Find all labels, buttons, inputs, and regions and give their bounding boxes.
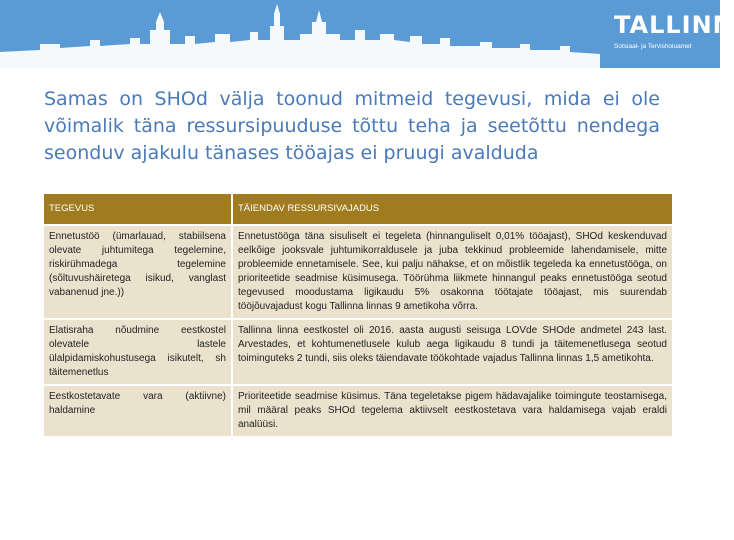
table-row (44, 319, 672, 385)
table-header-row (44, 194, 672, 225)
logo-wordmark: TALLINN (614, 11, 734, 39)
table-row (44, 385, 672, 436)
logo-subtitle: Sotsiaal- ja Tervishoiuamet (614, 43, 692, 50)
activities-table (44, 194, 672, 436)
tallinn-logo (614, 11, 734, 51)
activity-cell: Eestkostetavate vara (aktiivne) haldamine (44, 385, 232, 436)
header-banner (0, 0, 734, 68)
column-header-activity: TEGEVUS (44, 194, 232, 225)
activity-cell: Elatisraha nõudmine eestkostel olevatele lastele ülalpidamiskohustusega isikutelt, sh täitemenetlus (44, 319, 232, 385)
resource-need-cell: Ennetustööga täna sisuliselt ei tegeleta (hinnanguliselt 0,01% tööajast), SHOd keskenduvad eelkõige jooksvale juhtumikorraldusele ja juba tekkinud probleemide lahendamisele, mitte probleemide ennetamisele. See, kui palju nähakse, et on mõistlik tegeleda ka ennetustööga, on prioriteetide seadmise küsimusega. Töörühma liikmete hinnangul peaks ennetustööga seotud tegevused moodustama ligikaudu 5% osakonna töötajate tööajast, mis suurendab tööjõuvajadust kogu Tallinna linnas 9 ametikoha võrra. (232, 225, 672, 319)
resource-need-cell: Tallinna linna eestkostel oli 2016. aasta augusti seisuga LOVde SHOde andmetel 243 last. Arvestades, et kohtumenetlusele kulub aega ligikaudu 8 tundi ja täitemenetlusega seotud toiminguteks 2 tundi, siis oleks täiendavate töökohtade vajadus Tallinna linnas 1,5 ametikohta. (232, 319, 672, 385)
slide-title: Samas on SHOd välja toonud mitmeid tegevusi, mida ei ole võimalik täna ressursipuuduse tõttu teha ja seetõttu nendega seonduv ajakulu tänases tööajas ei pruugi avalduda (44, 88, 660, 164)
city-skyline-illustration (0, 0, 600, 68)
activity-cell: Ennetustöö (ümarlauad, stabiilsena olevate juhtumitega tegelemine, riskirühmadega tegelemine (sõltuvushäiretega isikud, vanglast vabanenud jne.)) (44, 225, 232, 319)
resource-need-cell: Prioriteetide seadmise küsimus. Täna tegeletakse pigem hädavajalike toimingute teostamisega, mil määral peaks SHOd tegelema aktiivselt eestkostetava vara haldamisega vajab eraldi analüüsi. (232, 385, 672, 436)
table-row (44, 225, 672, 319)
column-header-resource-need: TÄIENDAV RESSURSIVAJADUS (232, 194, 672, 225)
